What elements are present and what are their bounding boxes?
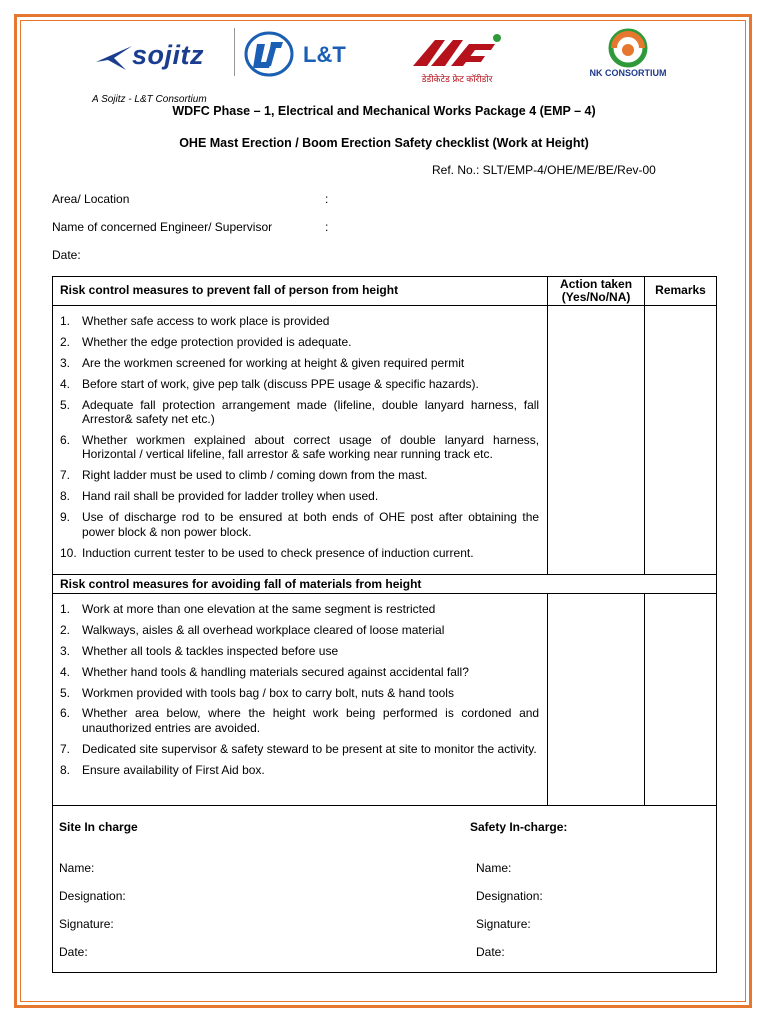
list-item bbox=[60, 314, 539, 329]
section1-heading: Risk control measures to prevent fall of person from height bbox=[53, 277, 548, 306]
list-item-number: 6. bbox=[60, 706, 71, 721]
list-item bbox=[60, 623, 539, 638]
section1-action-cell[interactable] bbox=[548, 306, 645, 575]
checklist-title: OHE Mast Erection / Boom Erection Safety checklist (Work at Height) bbox=[179, 136, 589, 150]
list-item-text: Use of discharge rod to be ensured at both ends of OHE post after obtaining the power block & non power block. bbox=[82, 510, 540, 539]
site-incharge-title: Site In charge bbox=[59, 820, 138, 834]
section1-body-row bbox=[53, 306, 717, 575]
section1-items-cell bbox=[53, 306, 548, 575]
list-item-text: Are the workmen screened for working at height & given required permit bbox=[82, 355, 465, 370]
list-item-number: 8. bbox=[60, 489, 71, 504]
list-item-number: 4. bbox=[60, 664, 71, 679]
list-item-number: 3. bbox=[60, 643, 71, 658]
list-item bbox=[60, 546, 539, 561]
lt-logo-text: L&T bbox=[303, 42, 346, 67]
section2-remarks-cell[interactable] bbox=[645, 594, 717, 806]
list-item bbox=[60, 356, 539, 371]
list-item-text: Whether workmen explained about correct usage of double lanyard harness, Horizontal / vertical lifeline, fall arrestor & safe working near running track etc. bbox=[82, 432, 540, 462]
area-location-label: Area/ Location bbox=[52, 192, 130, 206]
safety-incharge-name[interactable]: Name: bbox=[476, 861, 512, 875]
section2-action-cell[interactable] bbox=[548, 594, 645, 806]
signoff-row bbox=[53, 806, 717, 973]
site-incharge-name[interactable]: Name: bbox=[59, 861, 95, 875]
section2-heading: Risk control measures for avoiding fall of materials from height bbox=[53, 575, 717, 594]
nk-consortium-emblem-icon bbox=[588, 28, 668, 70]
engineer-name-colon: : bbox=[325, 220, 329, 234]
list-item-text: Workmen provided with tools bag / box to carry bolt, nuts & hand tools bbox=[82, 685, 454, 700]
list-item-text: Whether safe access to work place is provided bbox=[82, 314, 330, 328]
list-item-text: Whether all tools & tackles inspected before use bbox=[82, 643, 339, 658]
list-item-number: 7. bbox=[60, 468, 71, 483]
list-item bbox=[60, 377, 539, 392]
site-incharge-date[interactable]: Date: bbox=[59, 945, 88, 959]
section2-item-list bbox=[53, 594, 547, 788]
section2-header-row bbox=[53, 575, 717, 594]
sojitz-logo-text: sojitz bbox=[132, 40, 205, 70]
site-incharge-signature[interactable]: Signature: bbox=[59, 917, 114, 931]
document-title: WDFC Phase – 1, Electrical and Mechanical Works Package 4 (EMP – 4) bbox=[172, 104, 596, 118]
nk-consortium-caption: NK CONSORTIUM bbox=[589, 68, 667, 78]
list-item bbox=[60, 706, 539, 735]
sojitz-swoosh-icon bbox=[92, 36, 136, 80]
consortium-line: A Sojitz - L&T Consortium bbox=[92, 94, 207, 105]
list-item-text: Whether area below, where the height work being performed is cordoned and unauthorized entries are avoided. bbox=[82, 706, 540, 735]
list-item-text: Whether hand tools & handling materials secured against accidental fall? bbox=[82, 664, 469, 679]
list-item-number: 5. bbox=[60, 397, 71, 412]
section2-items-cell bbox=[53, 594, 548, 806]
list-item-number: 7. bbox=[60, 741, 71, 756]
list-item-number: 1. bbox=[60, 314, 71, 328]
list-item-number: 5. bbox=[60, 685, 71, 700]
section1-item-list bbox=[53, 306, 547, 570]
list-item-number: 2. bbox=[60, 334, 71, 349]
list-item-text: Whether the edge protection provided is adequate. bbox=[82, 334, 352, 349]
list-item-text: Walkways, aisles & all overhead workplace cleared of loose material bbox=[82, 622, 445, 637]
list-item bbox=[60, 665, 539, 680]
list-item-number: 10. bbox=[60, 545, 77, 560]
dfccil-emblem-icon bbox=[405, 30, 509, 72]
list-item bbox=[60, 602, 539, 617]
list-item-number: 2. bbox=[60, 622, 71, 637]
dfccil-logo bbox=[405, 30, 509, 86]
dfccil-logo-caption: डेडीकेटेड फ्रेट कॉरीडोर bbox=[421, 74, 493, 84]
list-item bbox=[60, 510, 539, 539]
lt-emblem-icon bbox=[243, 30, 295, 78]
table-header-row bbox=[53, 277, 717, 306]
safety-incharge-designation[interactable]: Designation: bbox=[476, 889, 543, 903]
list-item-number: 9. bbox=[60, 510, 71, 525]
engineer-name-label: Name of concerned Engineer/ Supervisor bbox=[52, 220, 273, 234]
list-item bbox=[60, 398, 539, 427]
list-item-number: 3. bbox=[60, 355, 71, 370]
list-item-text: Induction current tester to be used to check presence of induction current. bbox=[82, 545, 474, 560]
list-item bbox=[60, 742, 539, 757]
safety-incharge-signature[interactable]: Signature: bbox=[476, 917, 531, 931]
site-incharge-designation[interactable]: Designation: bbox=[59, 889, 126, 903]
action-taken-header: Action taken (Yes/No/NA) bbox=[548, 277, 645, 306]
remarks-header: Remarks bbox=[645, 277, 717, 306]
signoff-cell bbox=[53, 806, 717, 973]
nk-consortium-logo bbox=[588, 28, 668, 86]
list-item bbox=[60, 335, 539, 350]
reference-number: Ref. No.: SLT/EMP-4/OHE/ME/BE/Rev-00 bbox=[432, 163, 656, 177]
list-item bbox=[60, 489, 539, 504]
date-label: Date: bbox=[52, 248, 81, 262]
lt-logo bbox=[243, 30, 363, 78]
list-item-text: Work at more than one elevation at the same segment is restricted bbox=[82, 602, 436, 616]
logo-row bbox=[0, 22, 768, 94]
list-item bbox=[60, 433, 539, 462]
sojitz-logo bbox=[92, 36, 227, 80]
list-item-text: Adequate fall protection arrangement made (lifeline, double lanyard harness, fall Arrestor& safety net etc.) bbox=[82, 397, 540, 427]
list-item-number: 1. bbox=[60, 602, 71, 616]
safety-incharge-date[interactable]: Date: bbox=[476, 945, 505, 959]
list-item-text: Right ladder must be used to climb / coming down from the mast. bbox=[82, 468, 428, 483]
list-item-number: 6. bbox=[60, 432, 71, 447]
safety-incharge-title: Safety In-charge: bbox=[470, 820, 568, 834]
section2-body-row bbox=[53, 594, 717, 806]
list-item-text: Dedicated site supervisor & safety steward to be present at site to monitor the activity. bbox=[82, 741, 537, 756]
area-location-colon: : bbox=[325, 192, 329, 206]
list-item-number: 4. bbox=[60, 376, 71, 391]
list-item bbox=[60, 686, 539, 701]
list-item-number: 8. bbox=[60, 762, 71, 777]
safety-checklist-table bbox=[52, 276, 717, 973]
list-item bbox=[60, 468, 539, 483]
list-item bbox=[60, 644, 539, 659]
list-item-text: Hand rail shall be provided for ladder trolley when used. bbox=[82, 489, 379, 504]
list-item-text: Before start of work, give pep talk (discuss PPE usage & specific hazards). bbox=[82, 376, 479, 391]
list-item-text: Ensure availability of First Aid box. bbox=[82, 762, 265, 777]
section1-remarks-cell[interactable] bbox=[645, 306, 717, 575]
list-item bbox=[60, 763, 539, 778]
logo-divider bbox=[234, 28, 235, 76]
